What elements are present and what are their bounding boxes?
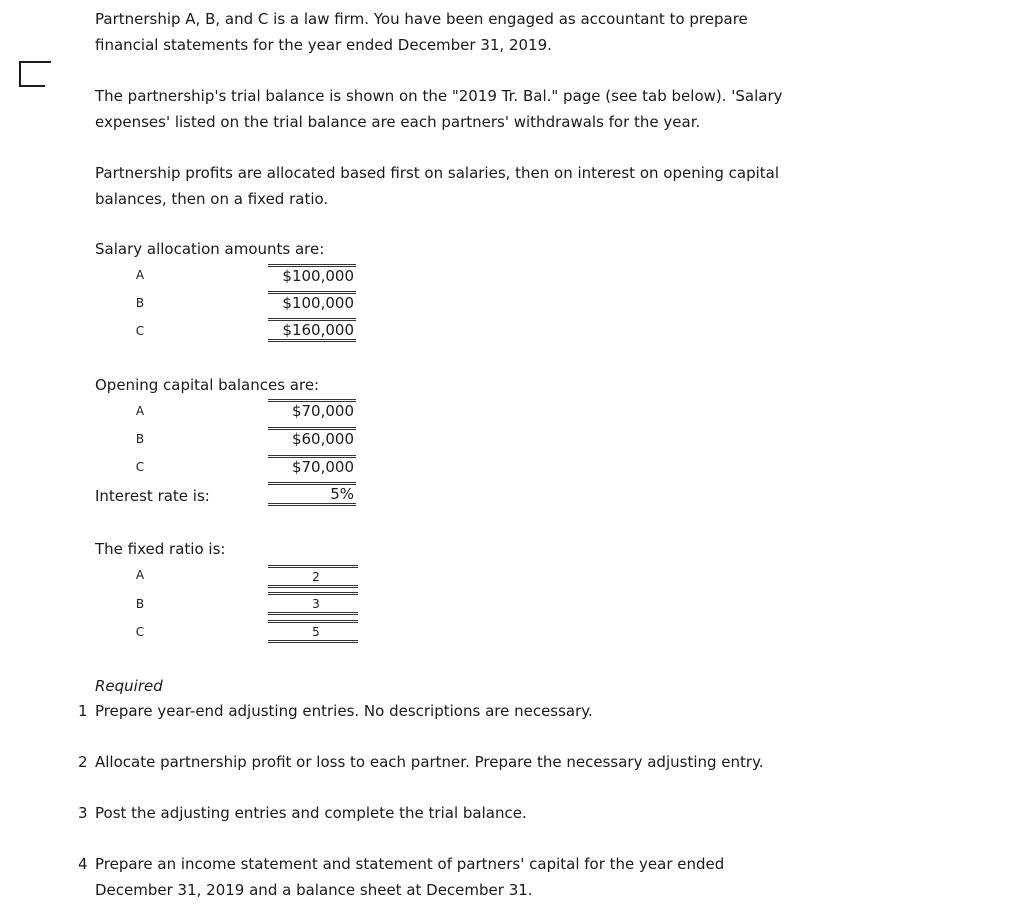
required-item-3: Post the adjusting entries and complete the trial balance. bbox=[95, 804, 527, 822]
required-heading: Required bbox=[95, 677, 163, 695]
interest-rate-label: Interest rate is: bbox=[95, 487, 210, 505]
ratio-heading: The fixed ratio is: bbox=[95, 540, 226, 558]
required-item-2: Allocate partnership profit or loss to each partner. Prepare the necessary adjusting entry. bbox=[95, 753, 764, 771]
required-item-4-number: 4 bbox=[78, 855, 88, 873]
allocation-line-2: balances, then on a fixed ratio. bbox=[95, 190, 329, 208]
capital-heading: Opening capital balances are: bbox=[95, 376, 320, 394]
ratio-value-c: 5 bbox=[268, 620, 358, 643]
ratio-partner-c: C bbox=[135, 625, 145, 639]
ratio-value-a: 2 bbox=[268, 565, 358, 588]
salary-amount-b: $100,000 bbox=[268, 291, 356, 312]
required-item-1-number: 1 bbox=[78, 702, 88, 720]
salary-amount-c: $160,000 bbox=[268, 318, 356, 342]
salary-partner-a: A bbox=[135, 268, 145, 282]
required-item-4-continued: December 31, 2019 and a balance sheet at December 31. bbox=[95, 881, 533, 899]
required-item-3-number: 3 bbox=[78, 804, 88, 822]
capital-amount-b: $60,000 bbox=[268, 427, 356, 448]
capital-partner-a: A bbox=[135, 404, 145, 418]
allocation-line-1: Partnership profits are allocated based first on salaries, then on interest on opening capital bbox=[95, 164, 780, 182]
intro-line-1: Partnership A, B, and C is a law firm. You have been engaged as accountant to prepare bbox=[95, 10, 748, 28]
required-item-4: Prepare an income statement and statement of partners' capital for the year ended bbox=[95, 855, 725, 873]
ratio-value-b: 3 bbox=[268, 592, 358, 615]
salary-heading: Salary allocation amounts are: bbox=[95, 240, 325, 258]
interest-rate-value: 5% bbox=[268, 482, 356, 506]
trial-balance-line-1: The partnership's trial balance is shown on the "2019 Tr. Bal." page (see tab below). 'Salary bbox=[95, 87, 783, 105]
capital-amount-c: $70,000 bbox=[268, 455, 356, 476]
checkbox-icon[interactable] bbox=[19, 61, 45, 87]
capital-partner-c: C bbox=[135, 460, 145, 474]
ratio-partner-a: A bbox=[135, 568, 145, 582]
intro-line-2: financial statements for the year ended December 31, 2019. bbox=[95, 36, 552, 54]
salary-partner-c: C bbox=[135, 324, 145, 338]
required-item-1: Prepare year-end adjusting entries. No descriptions are necessary. bbox=[95, 702, 593, 720]
ratio-partner-b: B bbox=[135, 597, 145, 611]
capital-amount-a: $70,000 bbox=[268, 399, 356, 420]
trial-balance-line-2: expenses' listed on the trial balance are each partners' withdrawals for the year. bbox=[95, 113, 701, 131]
salary-amount-a: $100,000 bbox=[268, 264, 356, 285]
capital-partner-b: B bbox=[135, 432, 145, 446]
required-item-2-number: 2 bbox=[78, 753, 88, 771]
salary-partner-b: B bbox=[135, 296, 145, 310]
